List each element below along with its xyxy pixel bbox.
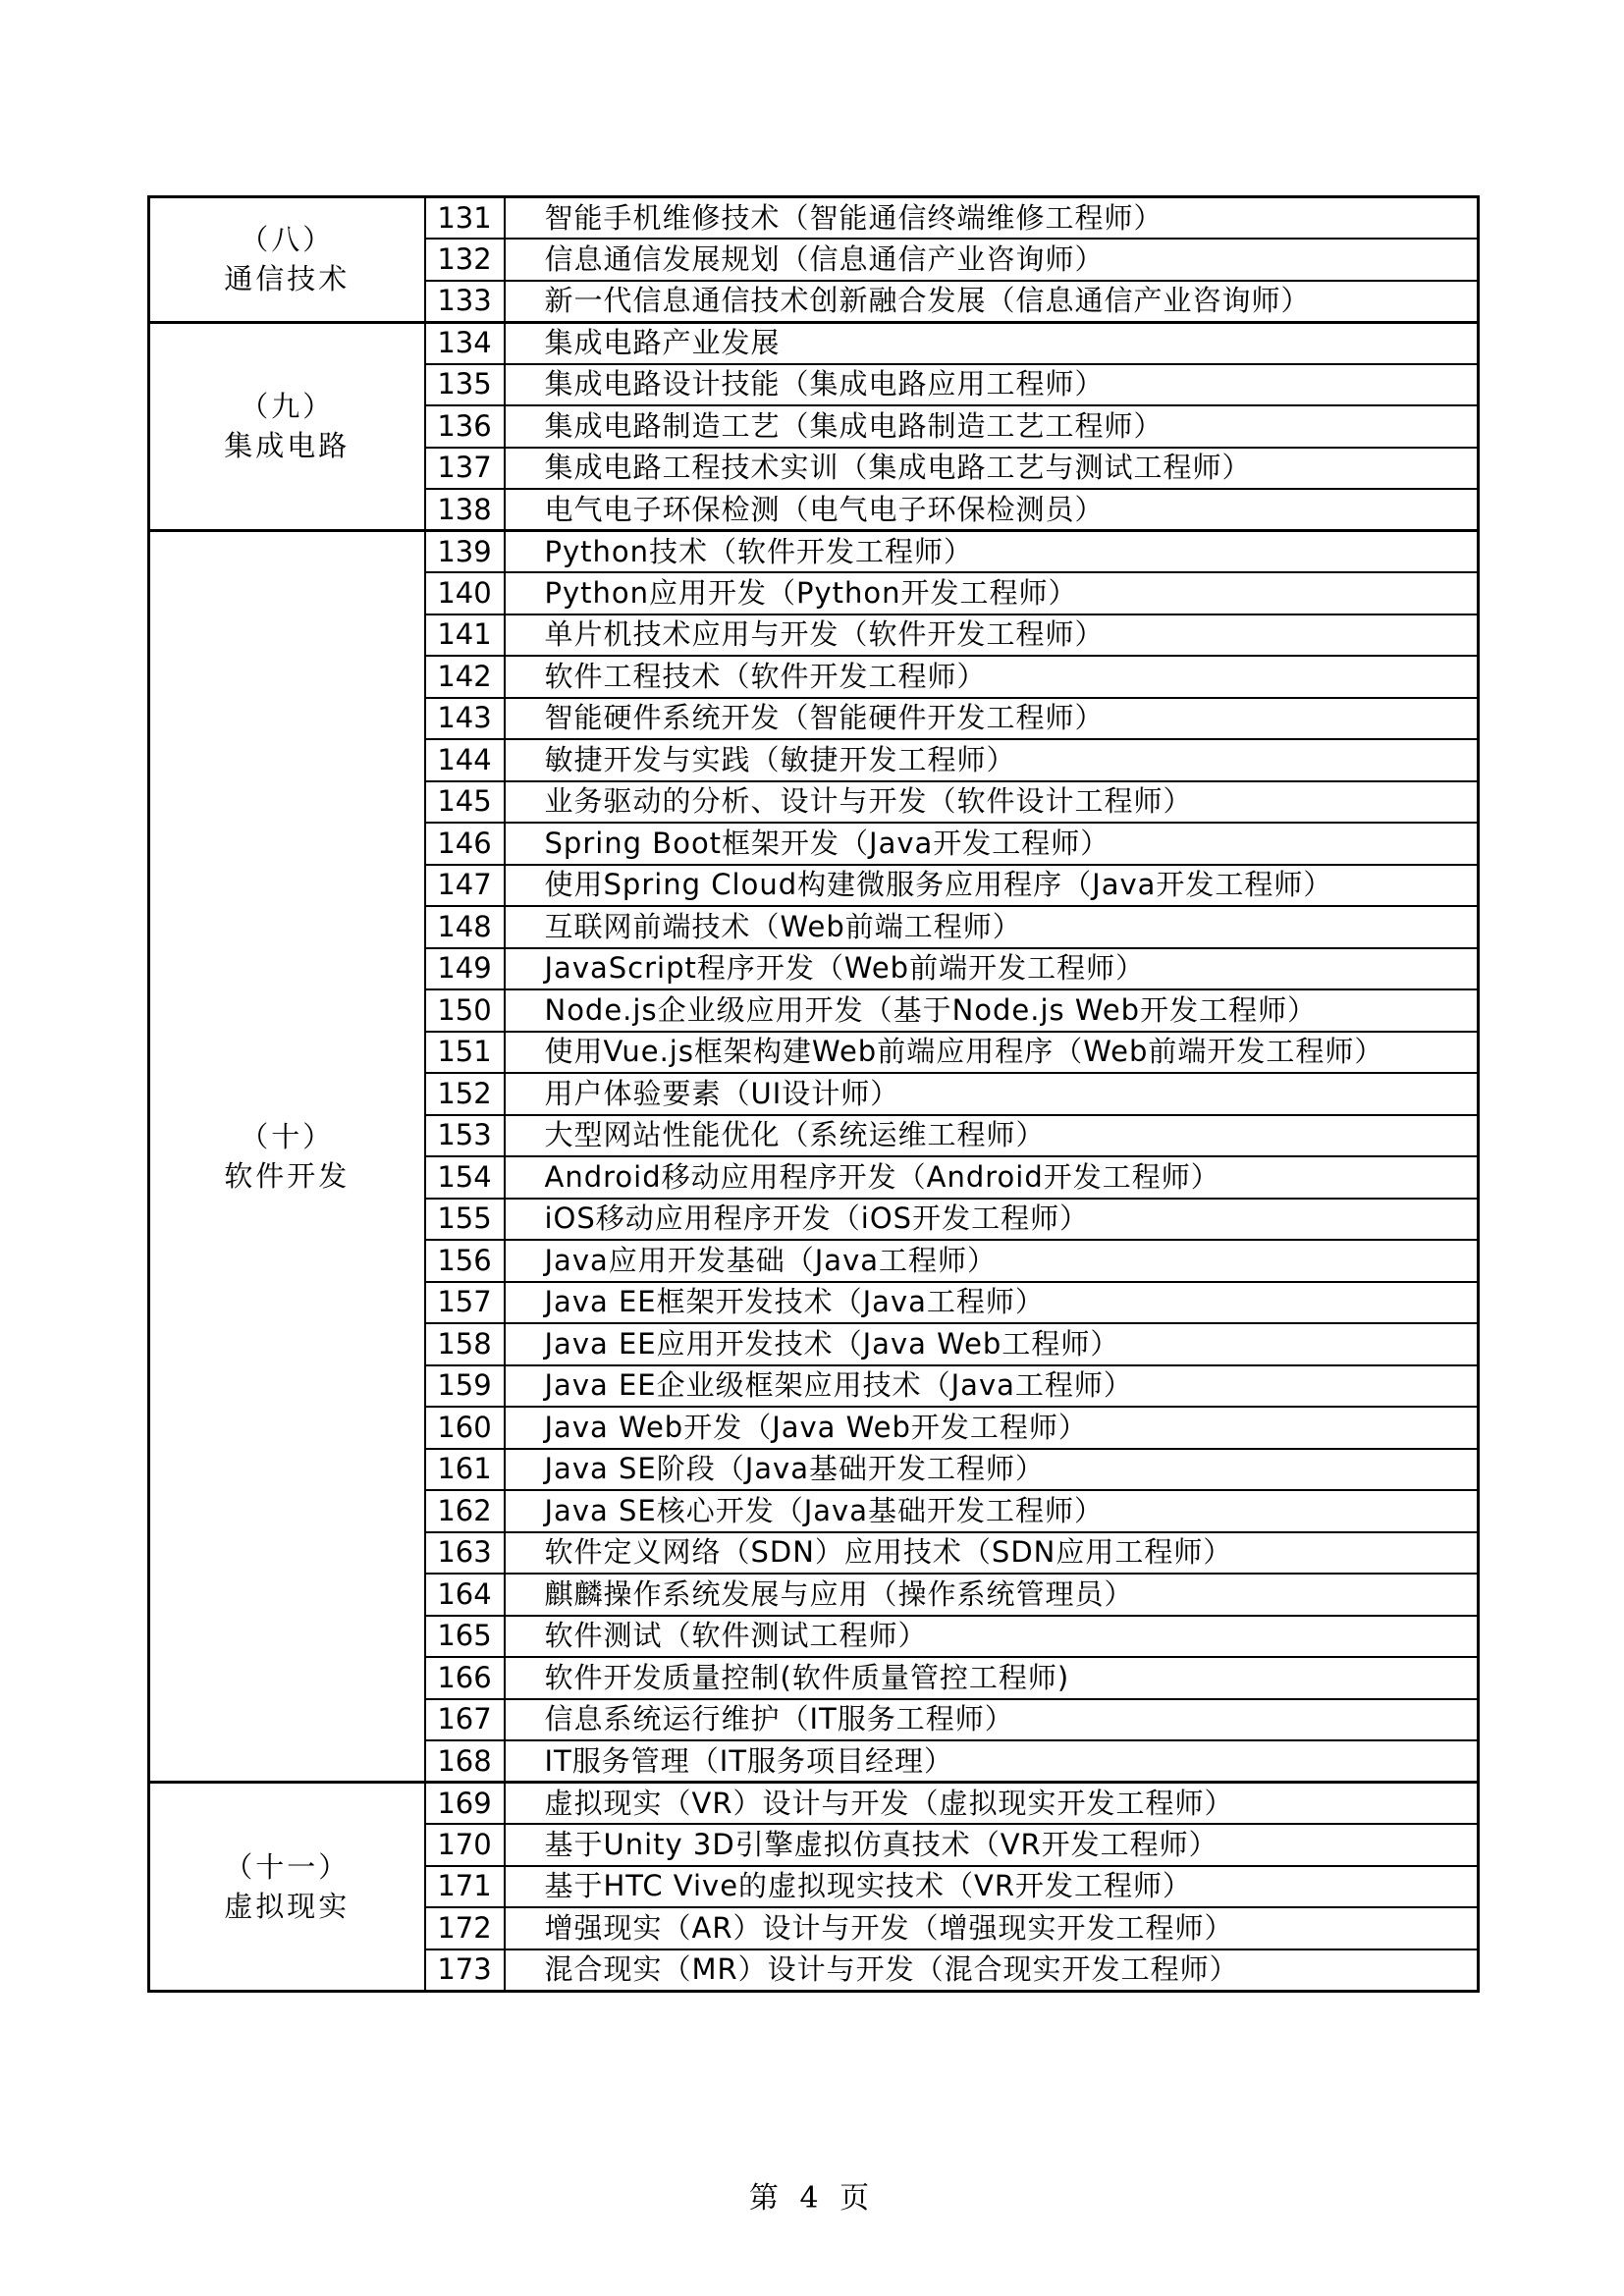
course-title: 智能手机维修技术（智能通信终端维修工程师） xyxy=(505,197,1479,240)
course-title: Android移动应用程序开发（Android开发工程师） xyxy=(505,1156,1479,1199)
course-title: Java Web开发（Java Web开发工程师） xyxy=(505,1407,1479,1449)
course-title: Java SE核心开发（Java基础开发工程师） xyxy=(505,1490,1479,1532)
course-title: 大型网站性能优化（系统运维工程师） xyxy=(505,1115,1479,1157)
course-number: 170 xyxy=(425,1824,505,1866)
course-number: 169 xyxy=(425,1783,505,1825)
course-number: 131 xyxy=(425,197,505,240)
course-title: 使用Vue.js框架构建Web前端应用程序（Web前端开发工程师） xyxy=(505,1032,1479,1074)
course-title: 敏捷开发与实践（敏捷开发工程师） xyxy=(505,739,1479,781)
course-number: 164 xyxy=(425,1574,505,1616)
course-title: Python应用开发（Python开发工程师） xyxy=(505,572,1479,614)
course-number: 137 xyxy=(425,448,505,490)
course-title: 使用Spring Cloud构建微服务应用程序（Java开发工程师） xyxy=(505,865,1479,907)
course-number: 134 xyxy=(425,322,505,364)
course-number: 135 xyxy=(425,364,505,406)
course-title: Spring Boot框架开发（Java开发工程师） xyxy=(505,823,1479,865)
course-title: Java应用开发基础（Java工程师） xyxy=(505,1240,1479,1282)
course-title: 虚拟现实（VR）设计与开发（虚拟现实开发工程师） xyxy=(505,1783,1479,1825)
course-number: 133 xyxy=(425,281,505,323)
course-number: 167 xyxy=(425,1699,505,1741)
course-number: 156 xyxy=(425,1240,505,1282)
category-cell xyxy=(149,197,425,323)
table-row xyxy=(149,197,1479,240)
course-title: 集成电路设计技能（集成电路应用工程师） xyxy=(505,364,1479,406)
course-number: 172 xyxy=(425,1907,505,1949)
category-name: 虚拟现实 xyxy=(224,1889,351,1923)
course-number: 165 xyxy=(425,1616,505,1658)
course-title: Java EE框架开发技术（Java工程师） xyxy=(505,1282,1479,1324)
course-number: 157 xyxy=(425,1282,505,1324)
course-number: 158 xyxy=(425,1323,505,1365)
course-title: 用户体验要素（UI设计师） xyxy=(505,1073,1479,1115)
course-title: 混合现实（MR）设计与开发（混合现实开发工程师） xyxy=(505,1949,1479,1992)
course-table-body xyxy=(149,197,1479,1992)
course-number: 171 xyxy=(425,1866,505,1908)
category-cell xyxy=(149,322,425,531)
course-title: Java EE应用开发技术（Java Web工程师） xyxy=(505,1323,1479,1365)
course-title: 电气电子环保检测（电气电子环保检测员） xyxy=(505,489,1479,531)
course-title: 软件测试（软件测试工程师） xyxy=(505,1616,1479,1658)
course-title: 集成电路制造工艺（集成电路制造工艺工程师） xyxy=(505,405,1479,448)
course-title: JavaScript程序开发（Web前端开发工程师） xyxy=(505,948,1479,990)
course-title: 新一代信息通信技术创新融合发展（信息通信产业咨询师） xyxy=(505,281,1479,323)
course-title: 软件开发质量控制(软件质量管控工程师) xyxy=(505,1657,1479,1699)
course-title: Java SE阶段（Java基础开发工程师） xyxy=(505,1449,1479,1491)
course-number: 146 xyxy=(425,823,505,865)
course-title: iOS移动应用程序开发（iOS开发工程师） xyxy=(505,1199,1479,1241)
course-number: 173 xyxy=(425,1949,505,1992)
course-title: 软件定义网络（SDN）应用技术（SDN应用工程师） xyxy=(505,1532,1479,1575)
course-number: 155 xyxy=(425,1199,505,1241)
category-code: （九） xyxy=(240,390,335,424)
course-title: 麒麟操作系统发展与应用（操作系统管理员） xyxy=(505,1574,1479,1616)
course-number: 154 xyxy=(425,1156,505,1199)
course-number: 142 xyxy=(425,656,505,698)
table-row xyxy=(149,322,1479,364)
course-number: 141 xyxy=(425,614,505,657)
course-title: 互联网前端技术（Web前端工程师） xyxy=(505,906,1479,948)
category-code: （十） xyxy=(240,1120,335,1153)
course-number: 160 xyxy=(425,1407,505,1449)
category-code: （八） xyxy=(240,223,335,257)
course-title: 信息系统运行维护（IT服务工程师） xyxy=(505,1699,1479,1741)
course-number: 139 xyxy=(425,531,505,573)
course-title: IT服务管理（IT服务项目经理） xyxy=(505,1740,1479,1783)
course-number: 144 xyxy=(425,739,505,781)
course-number: 138 xyxy=(425,489,505,531)
category-code: （十一） xyxy=(224,1849,351,1884)
course-title: 软件工程技术（软件开发工程师） xyxy=(505,656,1479,698)
table-row xyxy=(149,1783,1479,1825)
course-table xyxy=(147,195,1480,1993)
course-title: 业务驱动的分析、设计与开发（软件设计工程师） xyxy=(505,781,1479,824)
course-title: 智能硬件系统开发（智能硬件开发工程师） xyxy=(505,698,1479,740)
category-cell xyxy=(149,1783,425,1992)
table-row xyxy=(149,531,1479,573)
category-name: 通信技术 xyxy=(224,262,351,296)
course-title: 基于Unity 3D引擎虚拟仿真技术（VR开发工程师） xyxy=(505,1824,1479,1866)
course-title: 信息通信发展规划（信息通信产业咨询师） xyxy=(505,239,1479,281)
course-title: 单片机技术应用与开发（软件开发工程师） xyxy=(505,614,1479,657)
course-number: 147 xyxy=(425,865,505,907)
course-number: 149 xyxy=(425,948,505,990)
course-number: 159 xyxy=(425,1365,505,1408)
course-title: 增强现实（AR）设计与开发（增强现实开发工程师） xyxy=(505,1907,1479,1949)
page-number: 第 4 页 xyxy=(748,2181,876,2216)
course-number: 132 xyxy=(425,239,505,281)
course-title: 集成电路工程技术实训（集成电路工艺与测试工程师） xyxy=(505,448,1479,490)
category-name: 软件开发 xyxy=(224,1159,351,1193)
course-number: 161 xyxy=(425,1449,505,1491)
course-number: 136 xyxy=(425,405,505,448)
course-number: 148 xyxy=(425,906,505,948)
course-title: Java EE企业级框架应用技术（Java工程师） xyxy=(505,1365,1479,1408)
course-title: Node.js企业级应用开发（基于Node.js Web开发工程师） xyxy=(505,989,1479,1032)
category-name: 集成电路 xyxy=(224,429,351,463)
course-title: 基于HTC Vive的虚拟现实技术（VR开发工程师） xyxy=(505,1866,1479,1908)
course-number: 145 xyxy=(425,781,505,824)
course-number: 168 xyxy=(425,1740,505,1783)
course-title: Python技术（软件开发工程师） xyxy=(505,531,1479,573)
course-number: 151 xyxy=(425,1032,505,1074)
course-number: 152 xyxy=(425,1073,505,1115)
course-number: 166 xyxy=(425,1657,505,1699)
course-number: 153 xyxy=(425,1115,505,1157)
course-number: 162 xyxy=(425,1490,505,1532)
category-cell xyxy=(149,531,425,1783)
course-number: 143 xyxy=(425,698,505,740)
course-number: 150 xyxy=(425,989,505,1032)
course-title: 集成电路产业发展 xyxy=(505,322,1479,364)
course-number: 163 xyxy=(425,1532,505,1575)
course-number: 140 xyxy=(425,572,505,614)
